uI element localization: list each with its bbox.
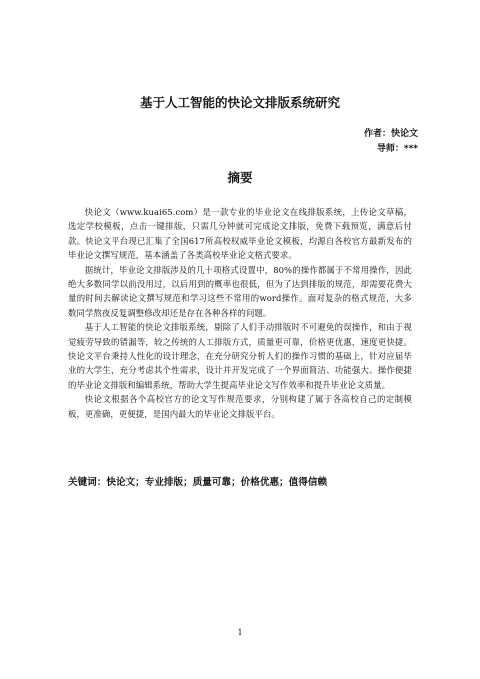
abstract-paragraph-3: 基于人工智能的快论文排版系统，剔除了人们手动排版时不可避免的误操作，和由于视觉疲劳导致的错漏等，较之传统的人工排版方式，质量更可靠，价格更优惠，速度更快捷。快论文平台秉持人性化的设计理念，在充分研究分析人们的操作习惯的基础上，针对应届毕业的大学生，充分考虑其个性需求，设计并开发完成了一个界面简洁、功能强大、操作便捷的毕业论文排版和编辑系统，帮助大学生提高毕业论文写作效率和提升毕业论文质量。 — [68, 322, 412, 390]
document-title: 基于人工智能的快论文排版系统研究 — [139, 95, 340, 110]
abstract-body — [68, 205, 412, 421]
advisor-line: 导师：*** — [376, 144, 418, 154]
keywords-line: 关键词：快论文；专业排版；质量可靠；价格优惠；值得信赖 — [68, 477, 328, 488]
abstract-heading: 摘要 — [227, 170, 253, 185]
abstract-paragraph-2: 据统计，毕业论文排版涉及的几十项格式设置中，80%的操作都属于不常用操作，因此绝大多数同学以前没用过，以后用到的概率也很低，但为了达到排版的规范，却需要花费大量的时间去解读论文撰写规范和学习这些不常用的word操作。面对复杂的格式规范，大多数同学熬夜反复调整修改却还是存在各种各样的问题。 — [68, 264, 412, 318]
author-line: 作者：快论文 — [363, 129, 418, 139]
page-number: 1 — [237, 628, 243, 637]
abstract-paragraph-4: 快论文根据各个高校官方的论文写作规范要求，分别构建了属于各高校自己的定制模板，更准确，更便捷，是国内最大的毕业论文排版平台。 — [68, 394, 412, 419]
abstract-paragraph-1: 快论文（www.kuai65.com）是一款专业的毕业论文在线排版系统，上传论文草稿，选定学校模板，点击一键排版，只需几分钟就可完成论文排版，免费下载预览，满意后付款。快论文平台现已汇集了全国617所高校权威毕业论文模板，均源自各校官方最新发布的毕业论文撰写规范，基本涵盖了各类高校毕业论文格式要求。 — [68, 207, 412, 261]
